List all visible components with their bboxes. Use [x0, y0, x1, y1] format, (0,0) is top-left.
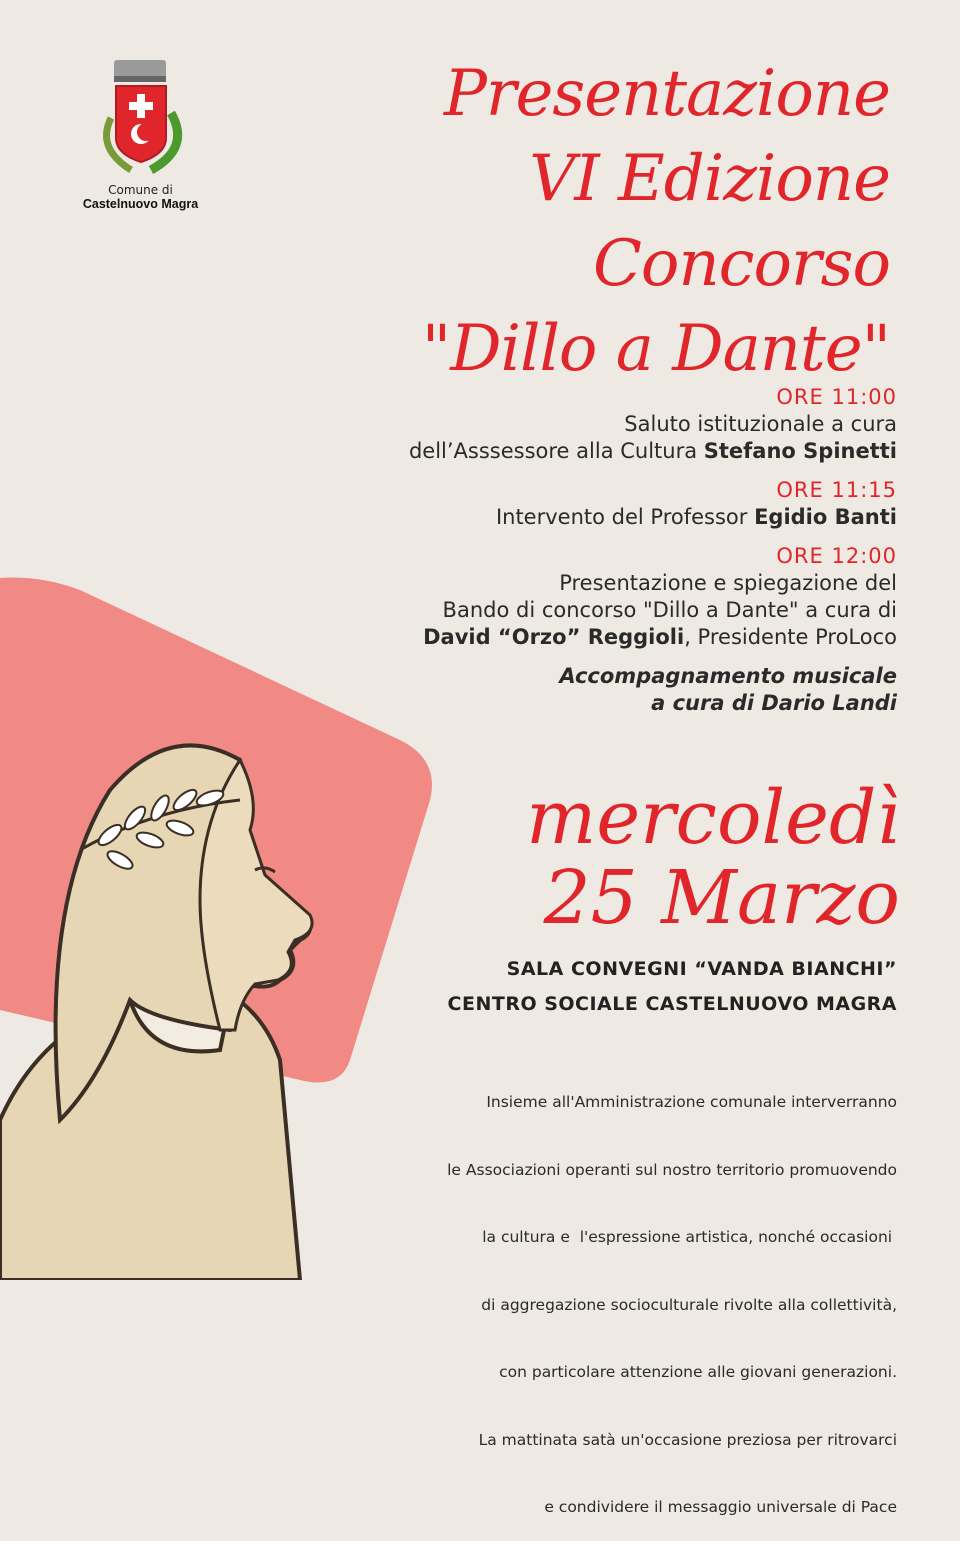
- weekday: mercoledì: [526, 775, 900, 861]
- music-line: a cura di Dario Landi: [651, 691, 897, 715]
- venue-line: SALA CONVEGNI “VANDA BIANCHI”: [506, 958, 897, 980]
- schedule-item: [409, 384, 897, 465]
- event-title: [422, 52, 890, 392]
- paragraph-line: di aggregazione socioculturale rivolte alla collettività,: [481, 1295, 897, 1314]
- logo-line-2: Castelnuovo Magra: [82, 197, 199, 211]
- paragraph-line: La mattinata satà un'occasione preziosa per ritrovarci: [478, 1430, 897, 1449]
- title-line: VI Edizione: [529, 142, 890, 216]
- speaker-name: Egidio Banti: [754, 505, 897, 529]
- venue: [448, 952, 897, 1022]
- paragraph-line: con particolare attenzione alle giovani generazioni.: [499, 1363, 897, 1381]
- schedule-text: [409, 624, 897, 651]
- paragraph-line: Insieme all'Amministrazione comunale interverranno: [486, 1093, 897, 1111]
- day-month: 25 Marzo: [543, 855, 900, 941]
- dante-illustration: [0, 700, 340, 1280]
- paragraph-line: e condividere il messaggio universale di Pace: [544, 1498, 897, 1516]
- schedule-text: [409, 504, 897, 531]
- schedule-item: [409, 477, 897, 531]
- title-line: Concorso: [592, 227, 890, 301]
- event-date: [526, 775, 900, 941]
- schedule-text: Bando di concorso "Dillo a Dante" a cura di: [442, 598, 897, 622]
- music-line: Accompagnamento musicale: [559, 664, 897, 688]
- speaker-name: David “Orzo” Reggioli: [423, 625, 685, 649]
- title-line: "Dillo a Dante": [421, 312, 890, 386]
- schedule-time: ORE 12:00: [776, 544, 897, 568]
- schedule-time: ORE 11:15: [776, 478, 897, 502]
- description-paragraph: [447, 1046, 897, 1541]
- paragraph-line: le Associazioni operanti sul nostro territorio promuovendo: [447, 1160, 897, 1179]
- logo-line-1: Comune di: [108, 183, 173, 197]
- coat-of-arms-icon: [86, 58, 196, 178]
- schedule-text: Presentazione e spiegazione del: [559, 571, 897, 595]
- speaker-name: Stefano Spinetti: [703, 439, 897, 463]
- venue-line: CENTRO SOCIALE CASTELNUOVO MAGRA: [447, 993, 897, 1015]
- schedule-text-part: Intervento del Professor: [495, 505, 755, 529]
- music-note: [409, 663, 897, 717]
- schedule-time: ORE 11:00: [776, 385, 897, 409]
- paragraph-line: la cultura e l'espressione artistica, nonché occasioni: [482, 1228, 897, 1246]
- schedule: [409, 384, 897, 717]
- schedule-text-part: , Presidente ProLoco: [684, 625, 897, 649]
- schedule-text: Saluto istituzionale a cura: [624, 412, 897, 436]
- schedule-text-part: dell’Asssessore alla Cultura: [408, 439, 704, 463]
- schedule-text: [409, 438, 897, 465]
- title-line: Presentazione: [443, 57, 890, 131]
- schedule-item: [409, 543, 897, 651]
- municipality-logo: [78, 58, 203, 212]
